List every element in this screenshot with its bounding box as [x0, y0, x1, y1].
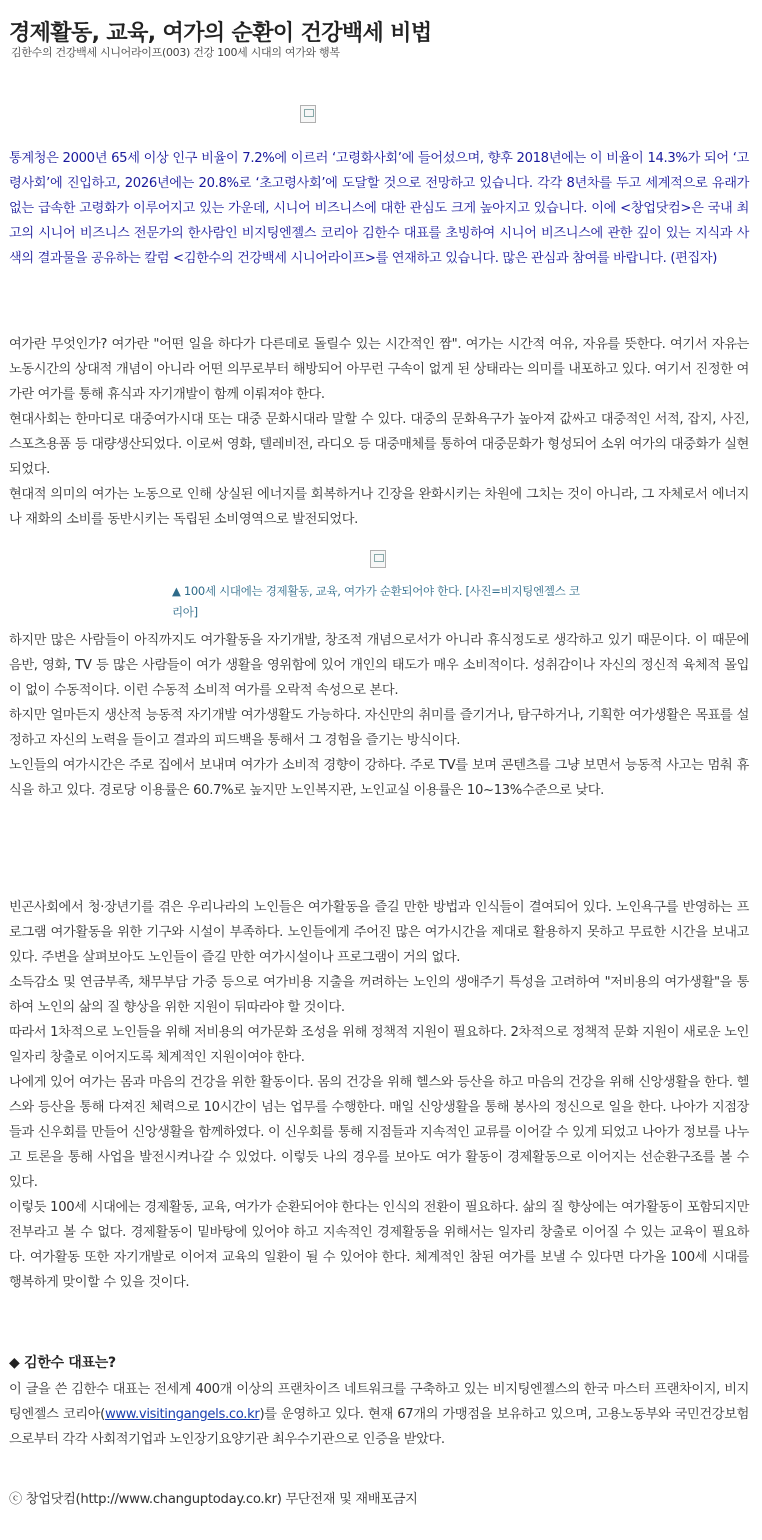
author-bio-after: )를 운영하고 있다. 현재 67개의 가맹점을 보유하고 있으며, 고용노동부와 국민건강보험으로부터 각각 사회적기업과 노인장기요양기관 최우수기관으로 인증을 받았다.	[9, 1407, 749, 1447]
article-title: 경제활동, 교육, 여가의 순환이 건강백세 비법	[9, 21, 432, 46]
paragraph: 여가란 무엇인가? 여가란 "어떤 일을 하다가 다른데로 돌릴수 있는 시간적인 짬". 여가는 시간적 여유, 자유를 뜻한다. 여기서 자유는 노동시간의 상대적 개념이 아니라 어떤 의무로부터 해방되어 아무런 구속이 없게 된 상태라는 의미를 내포하고 있다. 여기서 진정한 여가란 여가를 통해 휴식과 자기개발이 함께 이뤄져야 한다.	[9, 337, 749, 402]
broken-image-icon	[300, 105, 316, 123]
paragraph: 현대사회는 한마디로 대중여가시대 또는 대중 문화시대라 말할 수 있다. 대중의 문화욕구가 높아져 값싸고 대중적인 서적, 잡지, 사진, 스포츠용품 등 대량생산되었다. 이로써 영화, 텔레비전, 라디오 등 대중매체를 통하여 대중문화가 형성되어 소위 여가의 대중화가 실현되었다.	[9, 412, 749, 477]
body-section-1	[9, 332, 749, 532]
paragraph: 현대적 의미의 여가는 노동으로 인해 상실된 에너지를 회복하거나 긴장을 완화시키는 차원에 그치는 것이 아니라, 그 자체로서 에너지나 재화의 소비를 동반시키는 독립된 소비영역으로 발전되었다.	[9, 487, 749, 527]
paragraph: 나에게 있어 여가는 몸과 마음의 건강을 위한 활동이다. 몸의 건강을 위해 헬스와 등산을 하고 마음의 건강을 위해 신앙생활을 한다. 헬스와 등산을 통해 다져진 체력으로 10시간이 넘는 업무를 수행한다. 매일 신앙생활을 통해 봉사의 정신으로 일을 한다. 나아가 지점장들과 신우회를 만들어 신앙생활을 함께하였다. 이 신우회를 통해 지점들과 지속적인 교류를 이어갈 수 있게 되었고 나아가 정보를 나누고 토론을 통해 사업을 발전시켜나갈 수 있었다. 이렇듯 나의 경우를 보아도 여가 활동이 경제활동으로 이어지는 선순환구조를 볼 수 있다.	[9, 1075, 749, 1190]
paragraph: 소득감소 및 연금부족, 채무부담 가중 등으로 여가비용 지출을 꺼려하는 노인의 생애주기 특성을 고려하여 "저비용의 여가생활"을 통하여 노인의 삶의 질 향상을 위한 지원이 뒤따라야 할 것이다.	[9, 975, 749, 1015]
author-heading: ◆ 김한수 대표는?	[9, 1355, 116, 1371]
image-caption: ▲ 100세 시대에는 경제활동, 교육, 여가가 순환되어야 한다. [사진=비지팅엔젤스 코리아]	[172, 584, 580, 619]
paragraph: 하지만 많은 사람들이 아직까지도 여가활동을 자기개발, 창조적 개념으로서가 아니라 휴식정도로 생각하고 있기 때문이다. 이 때문에 음반, 영화, TV 등 많은 사람들이 여가 생활을 영위함에 있어 개인의 태도가 매우 소비적이다. 성취감이나 자신의 정신적 육체적 몰입이 없이 수동적이다. 이런 수동적 소비적 여가를 오락적 속성으로 본다.	[9, 633, 749, 698]
visitingangels-link[interactable]: www.visitingangels.co.kr	[104, 1407, 260, 1422]
copyright-notice: ⓒ 창업닷컴(http://www.changuptoday.co.kr) 무단전재 및 재배포금지	[9, 1492, 418, 1507]
paragraph: 하지만 얼마든지 생산적 능동적 자기개발 여가생활도 가능하다. 자신만의 취미를 즐기거나, 탐구하거나, 기획한 여가생활은 목표를 설정하고 자신의 노력을 들이고 결과의 피드백을 통해서 그 경험을 즐기는 방식이다.	[9, 708, 749, 748]
paragraph: 노인들의 여가시간은 주로 집에서 보내며 여가가 소비적 경향이 강하다. 주로 TV를 보며 콘텐츠를 그냥 보면서 능동적 사고는 멈춰 휴식을 하고 있다. 경로당 이용률은 60.7%로 높지만 노인복지관, 노인교실 이용률은 10~13%수준으로 낮다.	[9, 758, 749, 798]
paragraph: 빈곤사회에서 청·장년기를 겪은 우리나라의 노인들은 여가활동을 즐길 만한 방법과 인식들이 결여되어 있다. 노인욕구를 반영하는 프로그램 여가활동을 위한 기구와 시설이 부족하다. 노인들에게 주어진 많은 여가시간을 제대로 활용하지 못하고 무료한 시간을 보내고 있다. 주변을 살펴보아도 노인들이 즐길 만한 여가시설이나 프로그램이 거의 없다.	[9, 900, 749, 965]
editor-intro: 통계청은 2000년 65세 이상 인구 비율이 7.2%에 이르러 ‘고령화사회’에 들어섰으며, 향후 2018년에는 이 비율이 14.3%가 되어 ‘고령사회’에 진입하고, 2026년에는 20.8%로 ‘초고령사회’에 도달할 것으로 전망하고 있습니다. 각각 8년차를 두고 세계적으로 유래가 없는 급속한 고령화가 이루어지고 있는 가운데, 시니어 비즈니스에 대한 관심도 크게 높아지고 있습니다. 이에 <창업닷컴>은 국내 최고의 시니어 비즈니스 전문가의 한사람인 비지팅엔젤스 코리아 김한수 대표를 초빙하여 시니어 비즈니스에 관한 깊이 있는 지식과 사색의 결과물을 공유하는 칼럼 <김한수의 건강백세 시니어라이프>를 연재하고 있습니다. 많은 관심과 참여를 바랍니다. (편집자)	[9, 151, 749, 266]
paragraph: 따라서 1차적으로 노인들을 위해 저비용의 여가문화 조성을 위해 정책적 지원이 필요하다. 2차적으로 정책적 문화 지원이 새로운 노인 일자리 창출로 이어지도록 체계적인 지원이여야 한다.	[9, 1025, 749, 1065]
broken-image-icon	[370, 550, 386, 568]
author-bio-text	[9, 1377, 749, 1452]
body-section-2	[9, 628, 749, 803]
paragraph: 이렇듯 100세 시대에는 경제활동, 교육, 여가가 순환되어야 한다는 인식의 전환이 필요하다. 삶의 질 향상에는 여가활동이 포함되지만 전부라고 볼 수 없다. 경제활동이 밑바탕에 있어야 하고 지속적인 경제활동을 위해서는 일자리 창출로 이어질 수 있는 교육이 필요하다. 여가활동 또한 자기개발로 이어져 교육의 일환이 될 수 있어야 한다. 체계적인 참된 여가를 보낼 수 있다면 다가올 100세 시대를 행복하게 맞이할 수 있을 것이다.	[9, 1200, 749, 1290]
author-bio	[9, 1377, 749, 1452]
article-subtitle: 김한수의 건강백세 시니어라이프(003) 건강 100세 시대의 여가와 행복	[11, 46, 340, 59]
body-section-3	[9, 895, 749, 1295]
author-bio-before: 이 글을 쓴 김한수 대표는 전세계 400개 이상의 프랜차이즈 네트워크를 구축하고 있는 비지팅엔젤스의 한국 마스터 프랜차이지, 비지팅엔젤스 코리아(	[9, 1382, 749, 1422]
